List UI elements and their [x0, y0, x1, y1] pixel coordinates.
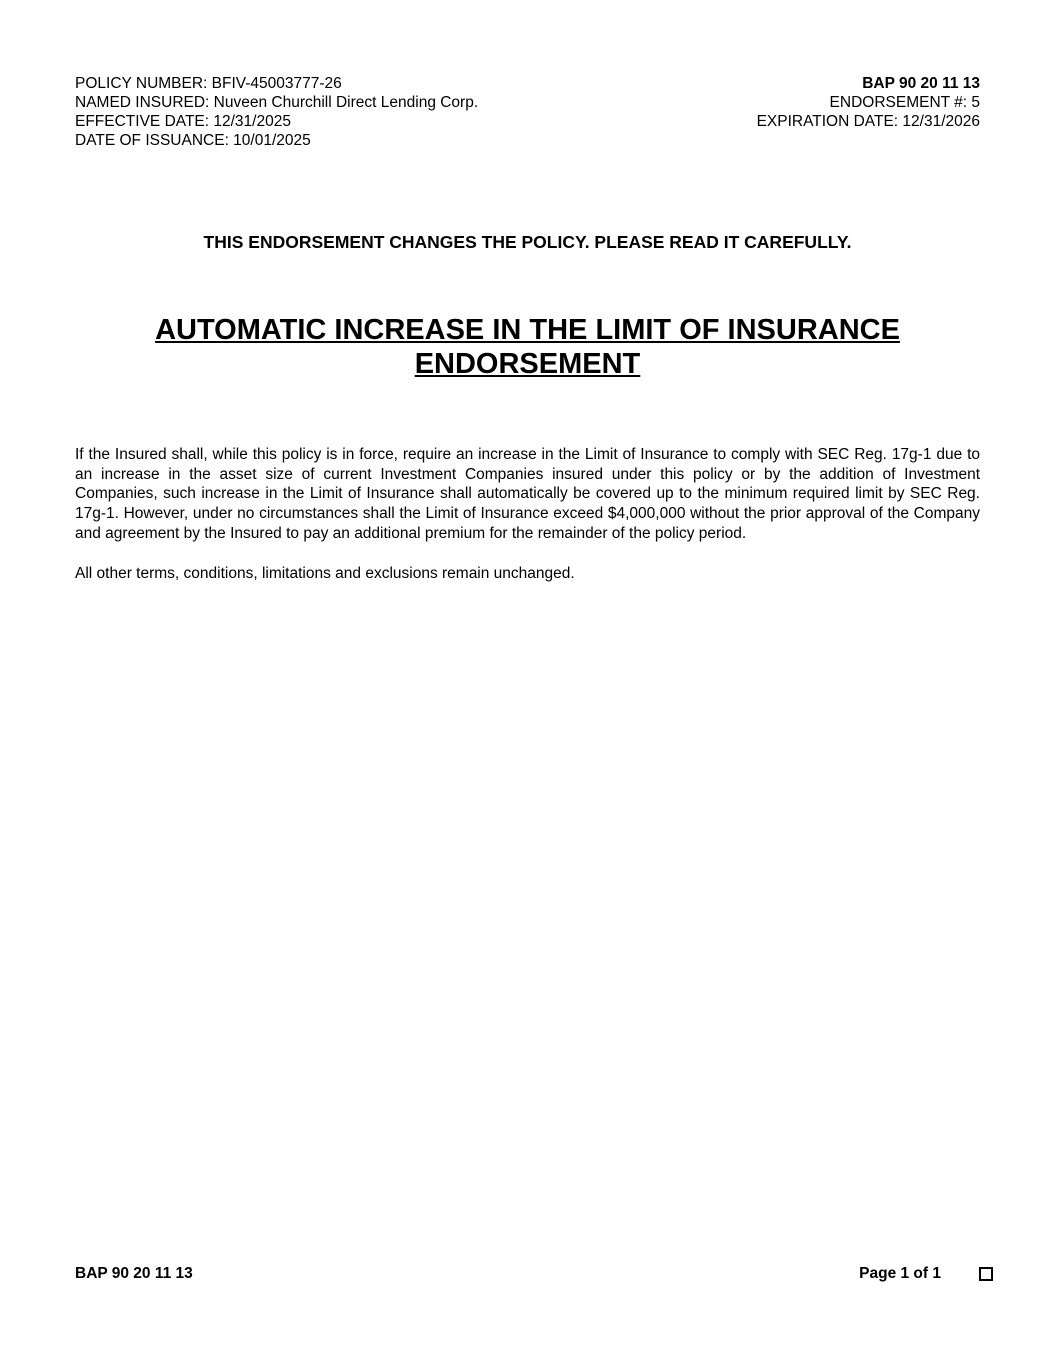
page-number: Page 1 of 1: [859, 1265, 941, 1282]
policy-number: POLICY NUMBER: BFIV-45003777-26: [75, 75, 342, 92]
document-title: AUTOMATIC INCREASE IN THE LIMIT OF INSURANCE ENDORSEMENT: [155, 314, 900, 380]
policy-header: [75, 74, 980, 150]
footer-form-number: BAP 90 20 11 13: [75, 1265, 193, 1282]
body-paragraph: If the Insured shall, while this policy is in force, require an increase in the Limit of Insurance to comply with SEC Reg. 17g-1 due to an increase in the asset size of current Investment Companies insured under this policy or by the addition of Investment Companies, such increase in the Limit of Insurance shall automatically be covered up to the minimum required limit by SEC Reg. 17g-1. However, under no circumstances shall the Limit of Insurance exceed $4,000,000 without the prior approval of the Company and agreement by the Insured to pay an additional premium for the remainder of the policy period.: [75, 446, 980, 542]
endorsement-body: [75, 445, 980, 603]
expiration-date: EXPIRATION DATE: 12/31/2026: [756, 113, 980, 130]
page-footer: [75, 1265, 993, 1283]
effective-date: EFFECTIVE DATE: 12/31/2025: [75, 113, 291, 130]
form-number: BAP 90 20 11 13: [862, 75, 980, 92]
named-insured: NAMED INSURED: Nuveen Churchill Direct Lending Corp.: [75, 94, 479, 111]
date-of-issuance: DATE OF ISSUANCE: 10/01/2025: [75, 132, 311, 149]
endorsement-number: ENDORSEMENT #: 5: [829, 94, 980, 111]
body-paragraph: All other terms, conditions, limitations and exclusions remain unchanged.: [75, 564, 575, 582]
checkbox-square-icon: [979, 1267, 993, 1281]
endorsement-notice: THIS ENDORSEMENT CHANGES THE POLICY. PLEASE READ IT CAREFULLY.: [203, 232, 852, 252]
